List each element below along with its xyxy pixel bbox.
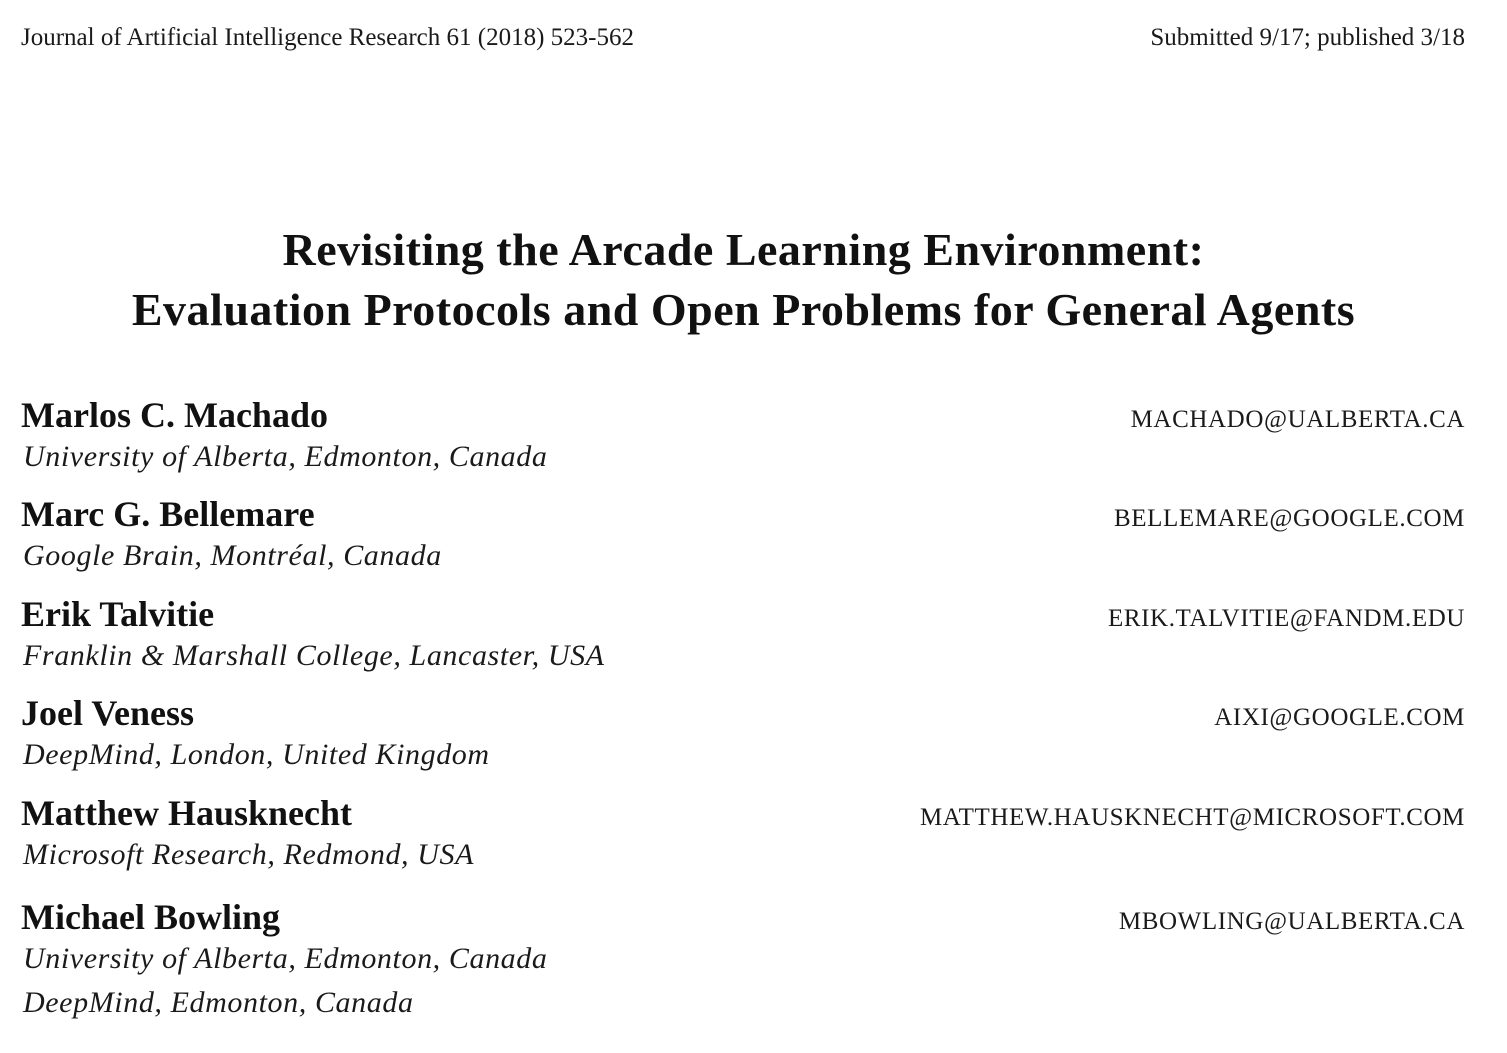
- journal-citation: Journal of Artificial Intelligence Research 61 (2018) 523-562: [21, 24, 635, 51]
- author-name: Marc G. Bellemare: [21, 494, 315, 534]
- author-affiliation: University of Alberta, Edmonton, Canada: [23, 942, 548, 975]
- author-block: [21, 491, 1465, 575]
- author-affiliation: University of Alberta, Edmonton, Canada: [23, 440, 548, 473]
- author-email: MATTHEW.HAUSKNECHT@MICROSOFT.COM: [919, 804, 1465, 831]
- author-affiliation: Franklin & Marshall College, Lancaster, USA: [23, 639, 605, 672]
- author-email: MBOWLING@UALBERTA.CA: [1118, 908, 1465, 935]
- author-name: Marlos C. Machado: [21, 395, 328, 435]
- paper-title-line-1: Revisiting the Arcade Learning Environment:: [282, 224, 1205, 275]
- author-name: Erik Talvitie: [21, 594, 215, 634]
- paper-title-line-2: Evaluation Protocols and Open Problems for General Agents: [131, 284, 1356, 335]
- author-email: BELLEMARE@GOOGLE.COM: [1114, 505, 1465, 532]
- submission-dates: Submitted 9/17; published 3/18: [1150, 24, 1465, 51]
- author-affiliation: DeepMind, Edmonton, Canada: [23, 986, 414, 1019]
- author-block: [21, 690, 1465, 774]
- author-affiliation: DeepMind, London, United Kingdom: [23, 738, 490, 771]
- author-email: AIXI@GOOGLE.COM: [1214, 704, 1465, 731]
- author-affiliation: Microsoft Research, Redmond, USA: [23, 838, 475, 871]
- paper-title: [0, 220, 1487, 340]
- running-header: [21, 22, 1465, 54]
- author-email: MACHADO@UALBERTA.CA: [1130, 406, 1465, 433]
- author-block: [21, 894, 1465, 1022]
- author-block: [21, 392, 1465, 476]
- author-block: [21, 790, 1465, 874]
- author-name: Michael Bowling: [21, 897, 280, 937]
- author-name: Joel Veness: [21, 693, 195, 733]
- author-block: [21, 591, 1465, 675]
- author-name: Matthew Hausknecht: [21, 793, 352, 833]
- author-affiliation: Google Brain, Montréal, Canada: [23, 539, 442, 572]
- author-email: ERIK.TALVITIE@FANDM.EDU: [1107, 605, 1465, 632]
